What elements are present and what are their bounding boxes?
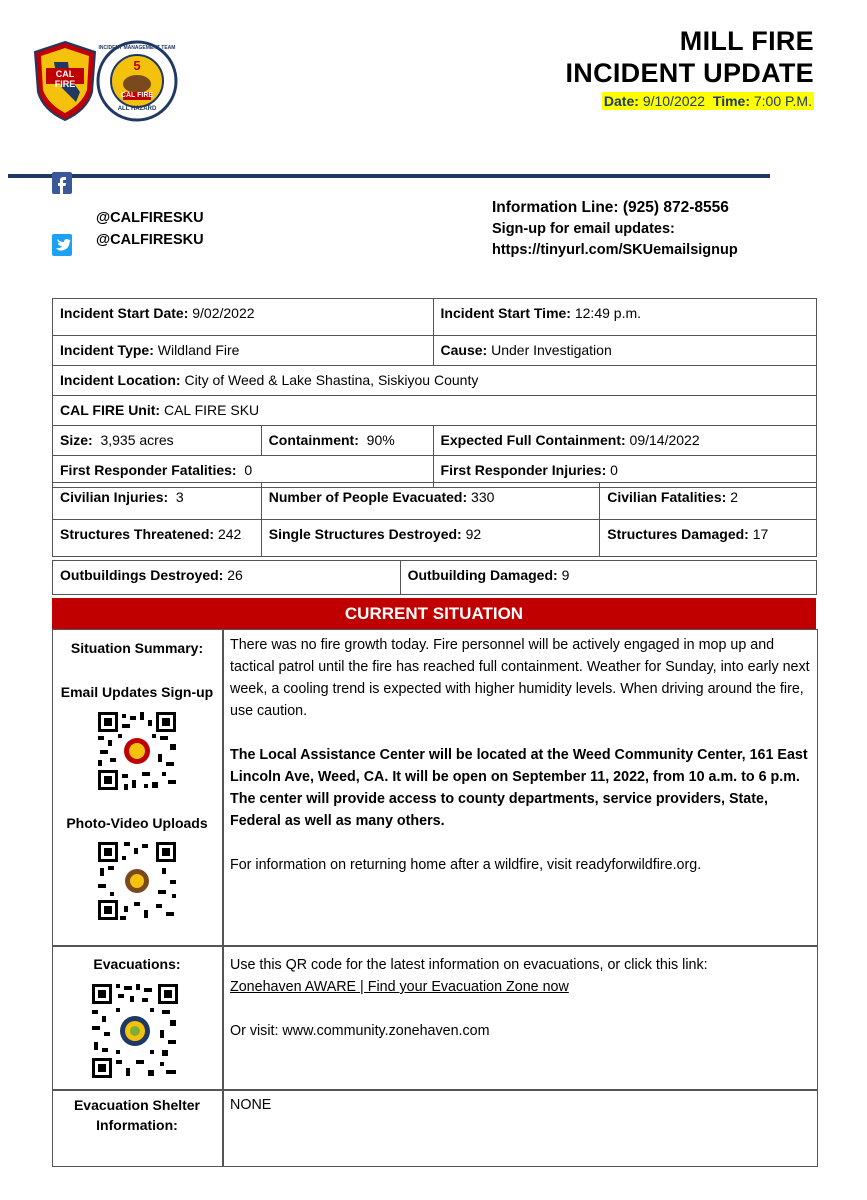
date-time-line (602, 92, 814, 110)
damaged-label: Structures Damaged: (607, 526, 749, 542)
threatened-cell (53, 520, 262, 557)
civ-injuries-cell (53, 483, 262, 520)
photo-video-qr-code[interactable] (96, 840, 178, 922)
outb-destroyed-value: 26 (227, 567, 243, 583)
header-divider (8, 174, 770, 178)
expected-cell (433, 426, 816, 456)
signup-label: Sign-up for email updates: (492, 221, 675, 237)
time-label: Time: (712, 93, 750, 109)
containment-cell (261, 426, 433, 456)
location-label: Incident Location: (60, 372, 181, 388)
evacuations-instructions: Use this QR code for the latest information on evacuations, or click this link: (230, 957, 708, 973)
evacuated-cell (261, 483, 599, 520)
unit-cell (53, 396, 817, 426)
imt-logo-text: CAL FIRE (120, 92, 154, 99)
evacuated-label: Number of People Evacuated: (268, 489, 468, 505)
containment-label: Containment: (268, 432, 359, 448)
signup-url[interactable]: https://tinyurl.com/SKUemailsignup (492, 242, 738, 258)
shelter-label: Evacuation Shelter Information: (73, 1097, 201, 1133)
civ-injuries-value: 3 (175, 489, 184, 505)
type-label: Incident Type: (60, 342, 154, 358)
time-value: 7:00 P.M. (753, 93, 812, 109)
destroyed-cell (261, 520, 599, 557)
outbuilding-table (52, 560, 817, 595)
imt-logo-bottom-text: ALL HAZARD (117, 106, 157, 112)
calfire-logo (32, 40, 98, 122)
expected-value: 09/14/2022 (629, 432, 700, 448)
size-value: 3,935 acres (100, 432, 174, 448)
fr-fatalities-label: First Responder Fatalities: (60, 462, 237, 478)
calfire-logo-text: CAL FIRE (54, 69, 76, 89)
evacuations-text (230, 954, 812, 1042)
cause-label: Cause: (440, 342, 488, 358)
containment-value: 90% (366, 432, 395, 448)
threatened-label: Structures Threatened: (60, 526, 215, 542)
unit-value: CAL FIRE SKU (163, 402, 260, 418)
outb-damaged-cell (400, 561, 816, 595)
title-line-1: MILL FIRE (679, 26, 814, 56)
expected-label: Expected Full Containment: (440, 432, 626, 448)
size-label: Size: (60, 432, 93, 448)
start-date-label: Incident Start Date: (60, 305, 189, 321)
twitter-handle[interactable]: @CALFIRESKU (96, 232, 204, 248)
incident-table (52, 298, 817, 488)
damaged-cell (600, 520, 817, 557)
cause-cell (433, 336, 816, 366)
start-date-value: 9/02/2022 (192, 305, 255, 321)
civ-injuries-label: Civilian Injuries: (60, 489, 169, 505)
zonehaven-visit: Or visit: www.community.zonehaven.com (230, 1023, 490, 1039)
civ-fatalities-cell (600, 483, 817, 520)
title-line-2: INCIDENT UPDATE (565, 58, 814, 88)
imt-logo (96, 40, 178, 122)
situation-summary-label: Situation Summary: (70, 640, 204, 656)
outb-damaged-value: 9 (561, 567, 570, 583)
twitter-icon[interactable] (52, 234, 72, 256)
location-value: City of Weed & Lake Shastina, Siskiyou County (184, 372, 479, 388)
situation-text (230, 634, 812, 876)
start-date-cell (53, 299, 434, 336)
civ-fatalities-label: Civilian Fatalities: (607, 489, 727, 505)
date-label: Date: (603, 93, 639, 109)
start-time-label: Incident Start Time: (440, 305, 571, 321)
casualty-table (52, 482, 817, 557)
unit-label: CAL FIRE Unit: (60, 402, 161, 418)
cause-value: Under Investigation (491, 342, 612, 358)
contact-block (492, 197, 738, 261)
email-signup-label: Email Updates Sign-up (60, 684, 214, 700)
outb-destroyed-label: Outbuildings Destroyed: (60, 567, 224, 583)
location-cell (53, 366, 817, 396)
damaged-value: 17 (752, 526, 769, 542)
start-time-value: 12:49 p.m. (574, 305, 642, 321)
start-time-cell (433, 299, 816, 336)
fr-injuries-value: 0 (610, 462, 618, 478)
evacuations-label: Evacuations: (93, 956, 181, 972)
type-value: Wildland Fire (157, 342, 240, 358)
shelter-right-cell (222, 1089, 818, 1167)
situation-para-2: The Local Assistance Center will be located at the Weed Community Center, 161 East Lincoln Ave, Weed, CA. It will be open on September 11, 2022, from 10 a.m. to 6 p.m. The center will provide access to county departments, service providers, State, Federal as well as many others. (230, 747, 808, 829)
imt-logo-ring-text: INCIDENT MANAGEMENT TEAM (98, 45, 176, 51)
threatened-value: 242 (217, 526, 242, 542)
evacuations-qr-code[interactable] (90, 982, 180, 1080)
outb-destroyed-cell (53, 561, 401, 595)
fr-fatalities-value: 0 (244, 462, 253, 478)
civ-fatalities-value: 2 (730, 489, 738, 505)
current-situation-banner: CURRENT SITUATION (52, 598, 816, 629)
facebook-handle[interactable]: @CALFIRESKU (96, 210, 204, 226)
fr-injuries-label: First Responder Injuries: (440, 462, 607, 478)
zonehaven-link[interactable]: Zonehaven AWARE | Find your Evacuation Zone now (230, 979, 569, 995)
photo-video-label: Photo-Video Uploads (66, 815, 208, 831)
info-line: Information Line: (925) 872-8556 (492, 199, 729, 216)
shelter-value: NONE (230, 1097, 272, 1113)
imt-logo-number: 5 (133, 58, 141, 73)
email-signup-qr-code[interactable] (96, 710, 178, 792)
situation-para-3: For information on returning home after a wildfire, visit readyforwildfire.org. (230, 857, 702, 873)
type-cell (53, 336, 434, 366)
evacuated-value: 330 (471, 489, 495, 505)
destroyed-label: Single Structures Destroyed: (268, 526, 462, 542)
situation-para-1: There was no fire growth today. Fire personnel will be actively engaged in mop up and tactical patrol until the fire has reached full containment. Weather for Sunday, into early next week, a cooling trend is expected with higher humidity levels. When driving around the fire, use caution. (230, 637, 810, 719)
outb-damaged-label: Outbuilding Damaged: (407, 567, 558, 583)
facebook-icon[interactable] (52, 172, 72, 194)
size-cell (53, 426, 262, 456)
date-value: 9/10/2022 (642, 93, 706, 109)
destroyed-value: 92 (465, 526, 482, 542)
